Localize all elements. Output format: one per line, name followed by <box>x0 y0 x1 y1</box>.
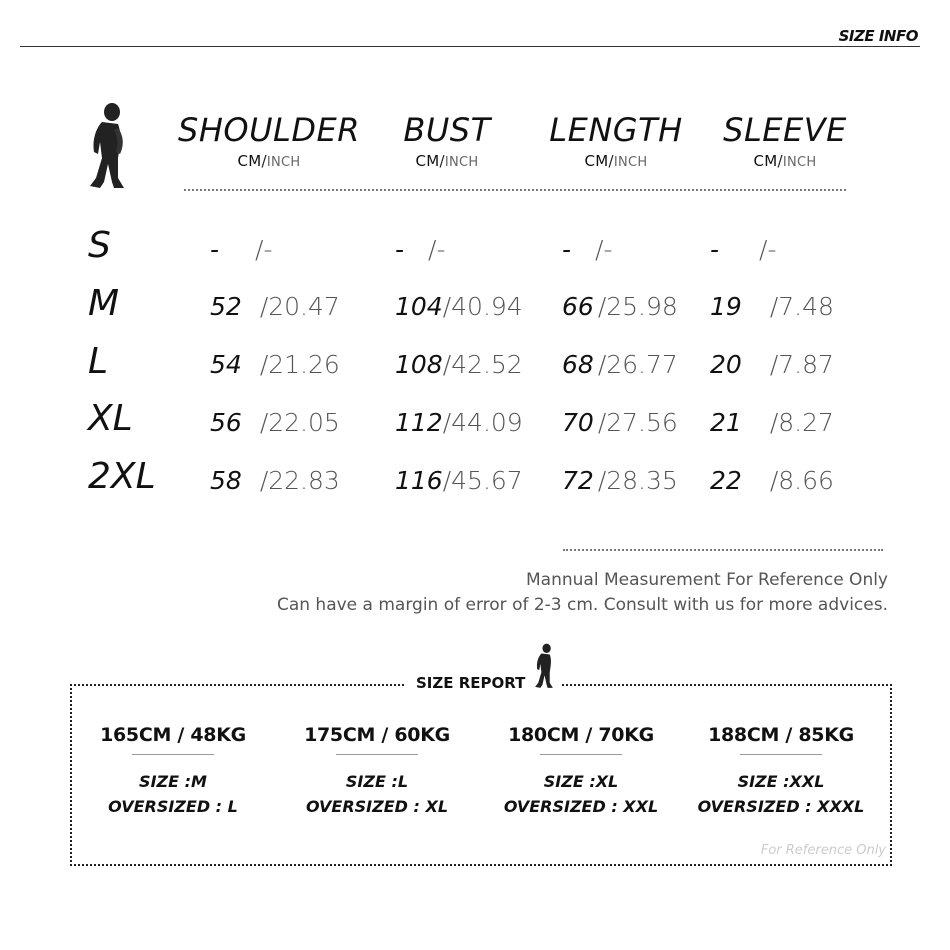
cell-inch: /8.27 <box>769 408 834 437</box>
recommended-size: SIZE :XXL <box>737 772 825 791</box>
cell-cm: 22 <box>710 466 742 495</box>
cell-cm: 56 <box>210 408 242 437</box>
cell-inch: /- <box>595 235 613 264</box>
unit-inch: INCH <box>782 155 817 170</box>
note-dotted-divider <box>563 549 883 551</box>
table-cell <box>710 408 834 437</box>
unit-separator: / <box>261 152 267 170</box>
table-cell <box>710 350 834 379</box>
size-report-item <box>481 724 681 819</box>
column-unit <box>174 152 364 170</box>
header-dotted-divider <box>184 189 846 191</box>
cell-cm: - <box>562 235 572 264</box>
column-unit <box>521 152 711 170</box>
column-header-length <box>521 110 711 170</box>
size-label-2xl: 2XL <box>88 456 156 497</box>
cell-cm: 116 <box>395 466 443 495</box>
cell-cm: 19 <box>710 292 742 321</box>
unit-cm: CM <box>237 152 262 170</box>
recommended-size: SIZE :M <box>139 772 207 791</box>
cell-inch: /20.47 <box>259 292 340 321</box>
table-cell <box>710 235 776 264</box>
cell-cm: 20 <box>710 350 742 379</box>
header-divider <box>20 46 920 47</box>
column-header-sleeve <box>690 110 880 170</box>
cell-cm: 21 <box>710 408 742 437</box>
table-cell <box>395 408 523 437</box>
size-label-m: M <box>88 283 120 324</box>
unit-separator: / <box>608 152 614 170</box>
cell-cm: 54 <box>210 350 242 379</box>
size-report-item <box>681 724 881 819</box>
cell-inch: /28.35 <box>597 466 678 495</box>
cell-cm: 108 <box>395 350 443 379</box>
model-silhouette-small-icon <box>528 642 560 690</box>
page-title: SIZE INFO <box>838 27 918 45</box>
table-cell <box>210 466 340 495</box>
unit-separator: / <box>439 152 445 170</box>
unit-cm: CM <box>584 152 609 170</box>
item-divider <box>540 754 622 755</box>
cell-inch: /- <box>428 235 446 264</box>
table-cell <box>395 466 523 495</box>
item-divider <box>740 754 822 755</box>
item-divider <box>132 754 214 755</box>
table-cell <box>210 292 340 321</box>
size-label-s: S <box>88 225 111 266</box>
note-line-2: Can have a margin of error of 2-3 cm. Consult with us for more advices. <box>276 595 888 615</box>
table-cell <box>562 466 678 495</box>
cell-inch: /25.98 <box>597 292 678 321</box>
size-label-l: L <box>88 341 109 382</box>
model-silhouette-icon <box>84 102 130 190</box>
column-unit <box>352 152 542 170</box>
cell-inch: /22.05 <box>259 408 340 437</box>
oversized-size: OVERSIZED : L <box>108 797 238 816</box>
cell-inch: /21.26 <box>259 350 340 379</box>
cell-inch: /7.48 <box>769 292 834 321</box>
cell-cm: 66 <box>562 292 594 321</box>
cell-cm: 112 <box>395 408 443 437</box>
cell-cm: 70 <box>562 408 594 437</box>
column-title: SLEEVE <box>723 111 847 149</box>
table-cell <box>210 235 272 264</box>
cell-inch: /- <box>255 235 273 264</box>
unit-inch: INCH <box>613 155 648 170</box>
table-cell <box>395 292 523 321</box>
unit-cm: CM <box>415 152 440 170</box>
table-cell <box>562 408 678 437</box>
cell-cm: - <box>710 235 720 264</box>
table-cell <box>562 292 678 321</box>
recommended-size: SIZE :L <box>345 772 409 791</box>
cell-cm: 72 <box>562 466 594 495</box>
size-report-title <box>404 674 537 692</box>
column-unit <box>690 152 880 170</box>
table-cell <box>210 408 340 437</box>
cell-inch: /40.94 <box>442 292 523 321</box>
cell-cm: 68 <box>562 350 594 379</box>
cell-inch: /7.87 <box>769 350 834 379</box>
size-report-title-text: SIZE REPORT <box>416 674 526 692</box>
cell-inch: /45.67 <box>442 466 523 495</box>
cell-inch: /26.77 <box>597 350 678 379</box>
oversized-size: OVERSIZED : XXXL <box>697 797 865 816</box>
size-label-xl: XL <box>88 398 133 439</box>
cell-cm: 58 <box>210 466 242 495</box>
cell-cm: 104 <box>395 292 443 321</box>
cell-cm: 52 <box>210 292 242 321</box>
reference-footnote: For Reference Only <box>760 843 886 858</box>
size-report-item <box>73 724 273 819</box>
unit-separator: / <box>777 152 783 170</box>
oversized-size: OVERSIZED : XL <box>305 797 449 816</box>
column-header-bust <box>352 110 542 170</box>
table-cell <box>210 350 340 379</box>
oversized-size: OVERSIZED : XXL <box>503 797 659 816</box>
item-divider <box>336 754 418 755</box>
table-cell <box>710 466 834 495</box>
table-cell <box>395 350 523 379</box>
recommended-size: SIZE :XL <box>543 772 619 791</box>
cell-inch: /8.66 <box>769 466 834 495</box>
unit-inch: INCH <box>444 155 479 170</box>
cell-inch: /- <box>759 235 777 264</box>
column-header-shoulder <box>174 110 364 170</box>
cell-inch: /27.56 <box>597 408 678 437</box>
table-cell <box>562 350 678 379</box>
column-title: BUST <box>403 111 491 149</box>
unit-cm: CM <box>753 152 778 170</box>
height-weight: 180CM / 70KG <box>508 724 654 746</box>
table-cell <box>395 235 445 264</box>
note-line-1: Mannual Measurement For Reference Only <box>526 570 888 590</box>
height-weight: 175CM / 60KG <box>304 724 450 746</box>
size-report-item <box>277 724 477 819</box>
cell-inch: /22.83 <box>259 466 340 495</box>
cell-inch: /44.09 <box>442 408 523 437</box>
cell-inch: /42.52 <box>442 350 523 379</box>
column-title: SHOULDER <box>178 111 360 149</box>
height-weight: 188CM / 85KG <box>708 724 854 746</box>
table-cell <box>710 292 834 321</box>
cell-cm: - <box>210 235 220 264</box>
column-title: LENGTH <box>549 111 683 149</box>
unit-inch: INCH <box>266 155 301 170</box>
cell-cm: - <box>395 235 405 264</box>
height-weight: 165CM / 48KG <box>100 724 246 746</box>
table-cell <box>562 235 612 264</box>
